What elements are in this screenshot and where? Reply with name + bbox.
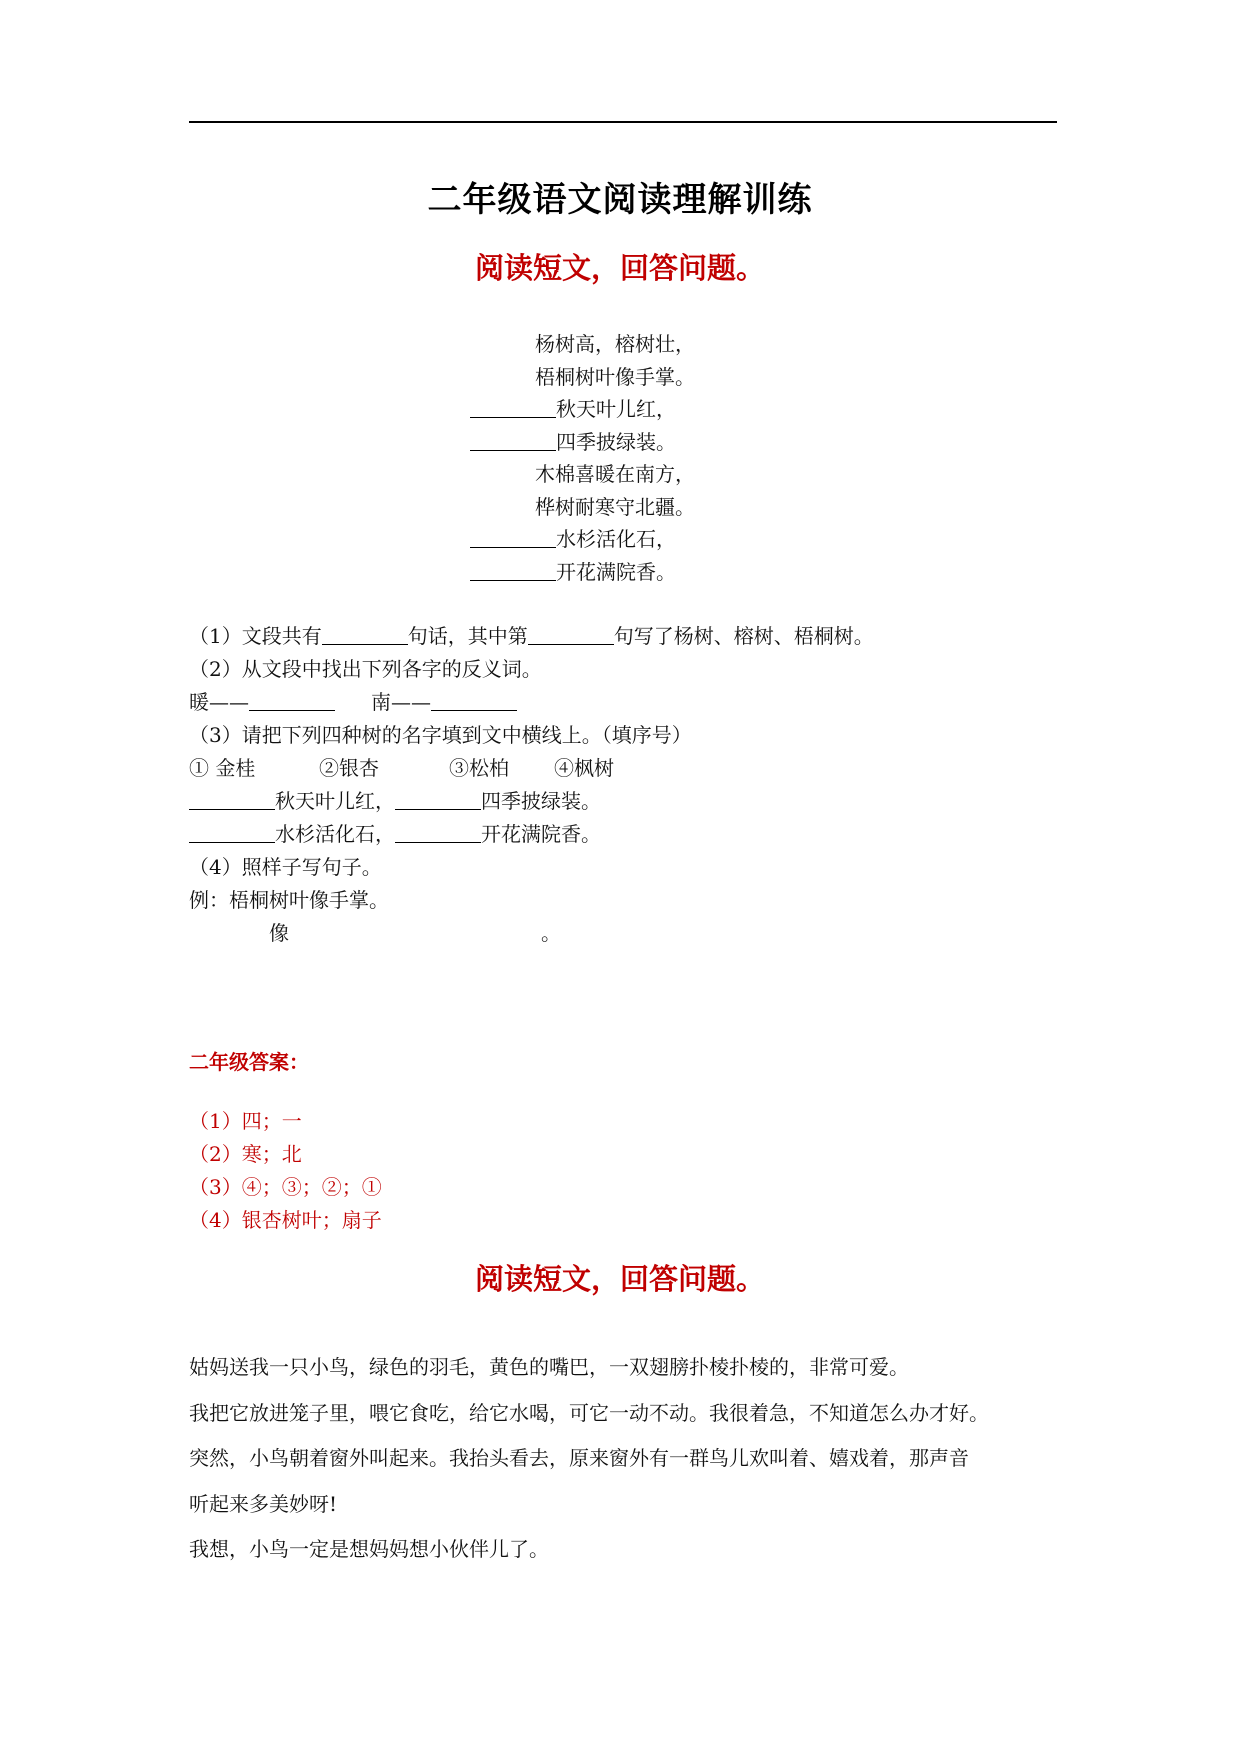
question-3-options [189,752,874,785]
fill-blank[interactable] [395,820,481,843]
answers-title: 二年级答案： [189,1050,309,1074]
fill-blank[interactable] [470,428,556,451]
poem-line-7 [470,523,810,556]
question-text: 句写了杨树、榕树、梧桐树。 [613,624,874,648]
poem-line-3 [470,393,810,426]
option-4: ④枫树 [554,756,614,780]
sentence-end: 。 [541,921,561,945]
question-4-answer-line [189,917,874,950]
option-3: ③松柏 [449,756,509,780]
poem-line-2: 梧桐树叶像手掌。 [535,364,695,389]
fill-blank[interactable] [395,787,481,810]
fill-blank[interactable] [528,622,614,645]
fill-blank[interactable] [189,820,275,843]
section-subtitle-1: 阅读短文，回答问题。 [474,251,765,285]
question-text: 四季披绿装。 [481,789,601,813]
question-4: （4）照样子写句子。 [189,855,382,879]
passage-line: 我把它放进笼子里，喂它食吃，给它水喝，可它一动不动。我很着急，不知道怎么办才好。 [189,1400,989,1425]
page-title: 二年级语文阅读理解训练 [427,180,813,220]
poem-line-6: 桦树耐寒守北疆。 [535,494,695,519]
like-word: 像 [269,921,289,945]
poem-line-text: 水杉活化石， [556,527,676,551]
question-3-line-2 [189,818,874,851]
option-2: ②银杏 [319,756,379,780]
question-text: （1）文段共有 [189,624,322,648]
passage-line: 听起来多美妙呀! [189,1491,338,1516]
question-text: 句话，其中第 [407,624,528,648]
question-1 [189,620,874,653]
answer-item: （4）银杏树叶；扇子 [189,1208,382,1232]
answers [189,1105,382,1237]
fill-blank[interactable] [470,525,556,548]
question-3: （3）请把下列四种树的名字填到文中横线上。（填序号） [189,723,692,747]
answer-item: （3）④；③；②；① [189,1175,382,1199]
questions [189,620,874,950]
poem-line-1: 杨树高，榕树壮， [535,332,695,356]
answer-item: （2）寒；北 [189,1142,302,1166]
header-rule [189,121,1057,123]
question-text: 秋天叶儿红， [275,789,395,813]
passage-line: 我想，小鸟一定是想妈妈想小伙伴儿了。 [189,1537,549,1561]
word-label: 南—— [371,690,431,714]
question-2: （2）从文段中找出下列各字的反义词。 [189,657,542,681]
fill-blank[interactable] [470,558,556,581]
question-text: 开花满院香。 [481,822,601,846]
question-text: 水杉活化石， [275,822,395,846]
fill-blank[interactable] [431,688,517,711]
fill-blank[interactable] [189,787,275,810]
section-subtitle-2: 阅读短文，回答问题。 [474,1262,765,1296]
question-3-line-1 [189,785,874,818]
question-2-words [189,686,874,719]
poem-line-text: 秋天叶儿红， [556,397,676,421]
question-4-example: 例：梧桐树叶像手掌。 [189,888,389,912]
poem-line-4 [470,426,810,459]
poem [470,328,810,588]
option-1: ① 金桂 [189,756,256,780]
word-label: 暖—— [189,690,249,714]
passage [189,1345,1059,1573]
passage-line: 突然，小鸟朝着窗外叫起来。我抬头看去，原来窗外有一群鸟儿欢叫着、嬉戏着，那声音 [189,1446,969,1470]
fill-blank[interactable] [470,395,556,418]
passage-line: 姑妈送我一只小鸟，绿色的羽毛，黄色的嘴巴，一双翅膀扑棱扑棱的，非常可爱。 [189,1355,909,1379]
poem-line-8 [470,556,810,589]
fill-blank[interactable] [249,688,335,711]
answer-item: （1）四；一 [189,1109,302,1133]
fill-blank[interactable] [322,622,408,645]
poem-line-5: 木棉喜暖在南方， [535,462,695,486]
poem-line-text: 开花满院香。 [556,559,676,584]
poem-line-text: 四季披绿装。 [556,429,676,454]
